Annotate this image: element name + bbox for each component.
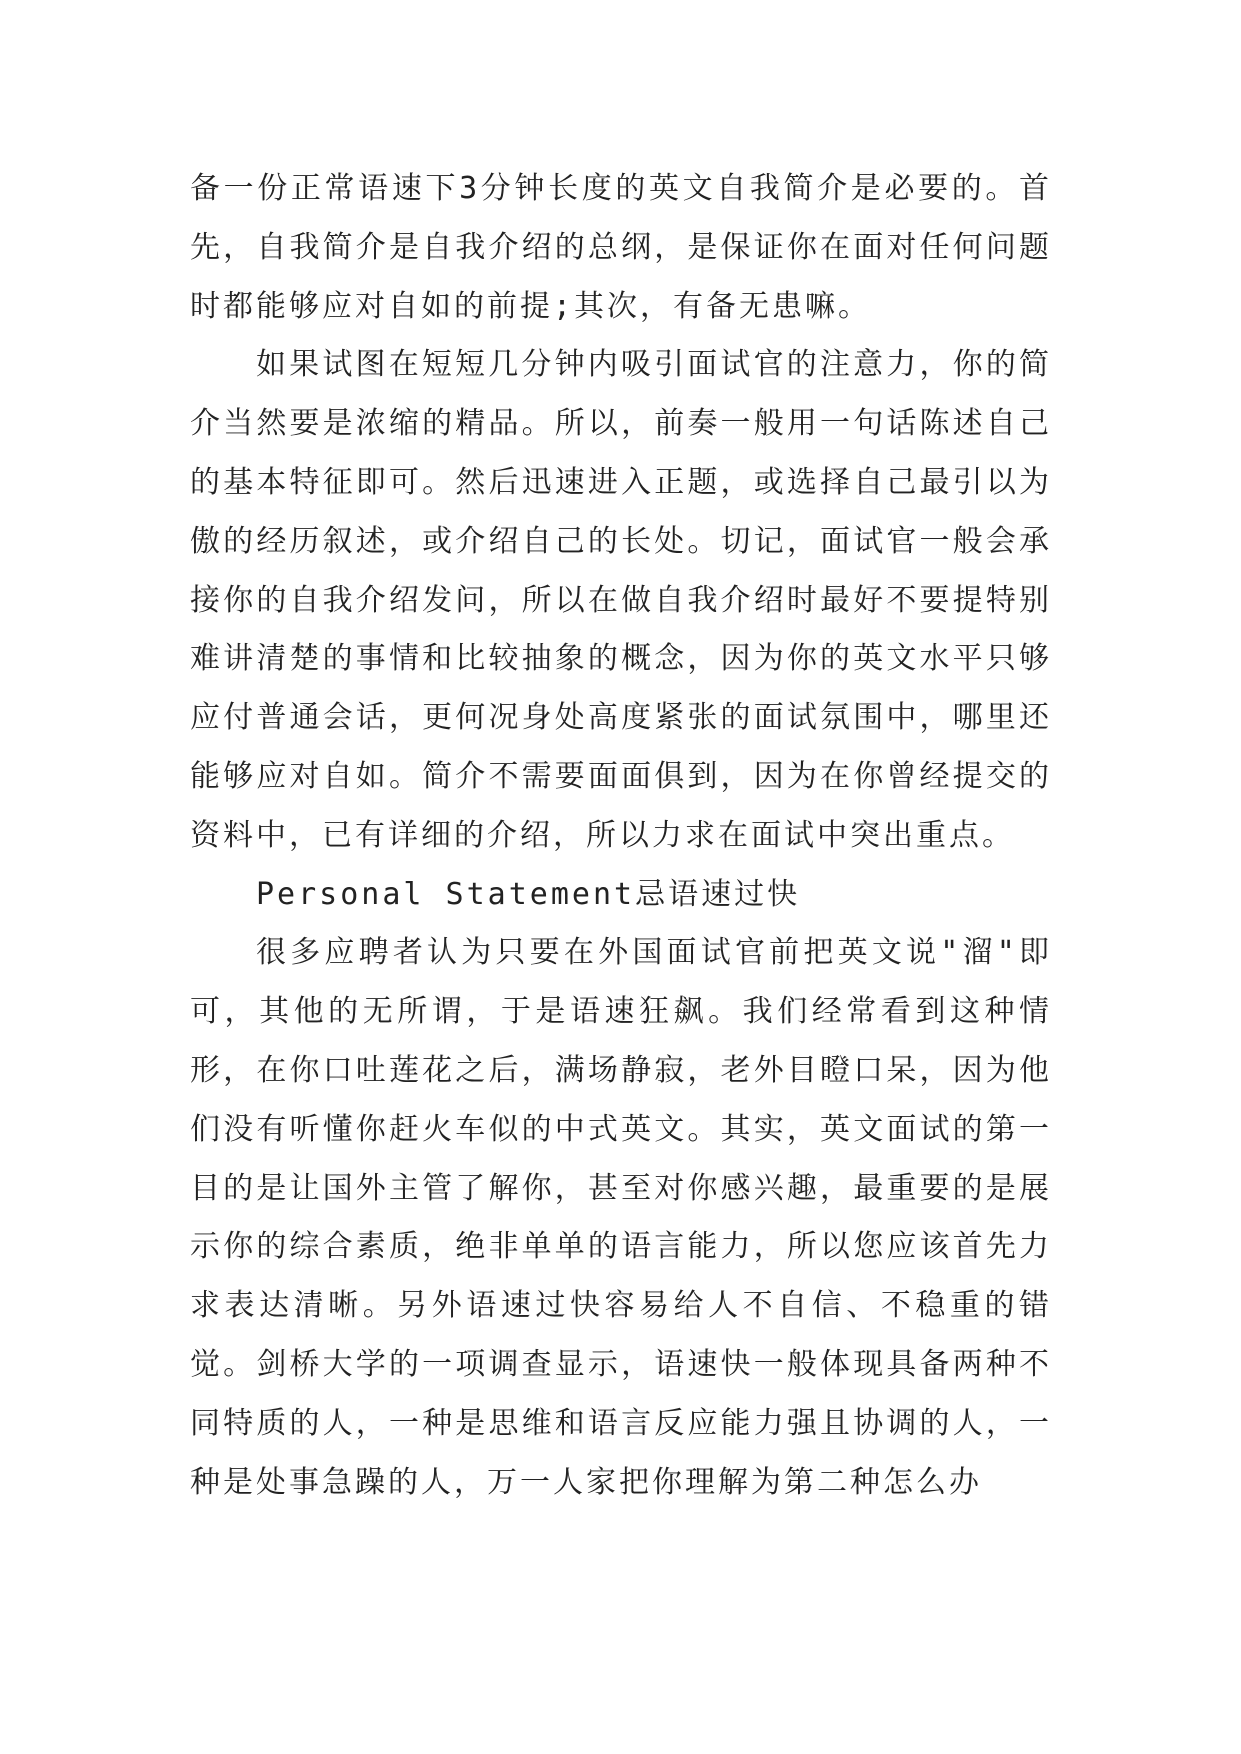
paragraph-speaking-speed: 很多应聘者认为只要在外国面试官前把英文说"溜"即可，其他的无所谓，于是语速狂飙。我们经常看到这种情形，在你口吐莲花之后，满场静寂，老外目瞪口呆，因为他们没有听懂你赶火车似的中式英文。其实，英文面试的第一目的是让国外主管了解你，甚至对你感兴趣，最重要的是展示你的综合素质，绝非单单的语言能力，所以您应该首先力求表达清晰。另外语速过快容易给人不自信、不稳重的错觉。剑桥大学的一项调查显示，语速快一般体现具备两种不同特质的人，一种是思维和语言反应能力强且协调的人，一种是处事急躁的人，万一人家把你理解为第二种怎么办 (190, 935, 1052, 1500)
paragraph-intro-continuation: 备一份正常语速下3分钟长度的英文自我简介是必要的。首先，自我简介是自我介绍的总纲，是保证你在面对任何问题时都能够应对自如的前提;其次，有备无患嘛。 (190, 171, 1052, 324)
section-heading-speed: Personal Statement忌语速过快 (256, 876, 801, 912)
document-body (190, 160, 1052, 1512)
paragraph-concise-intro: 如果试图在短短几分钟内吸引面试官的注意力，你的简介当然要是浓缩的精品。所以，前奏一般用一句话陈述自己的基本特征即可。然后迅速进入正题，或选择自己最引以为傲的经历叙述，或介绍自己的长处。切记，面试官一般会承接你的自我介绍发问，所以在做自我介绍时最好不要提特别难讲清楚的事情和比较抽象的概念，因为你的英文水平只够应付普通会话，更何况身处高度紧张的面试氛围中，哪里还能够应对自如。简介不需要面面俱到，因为在你曾经提交的资料中，已有详细的介绍，所以力求在面试中突出重点。 (190, 347, 1052, 853)
